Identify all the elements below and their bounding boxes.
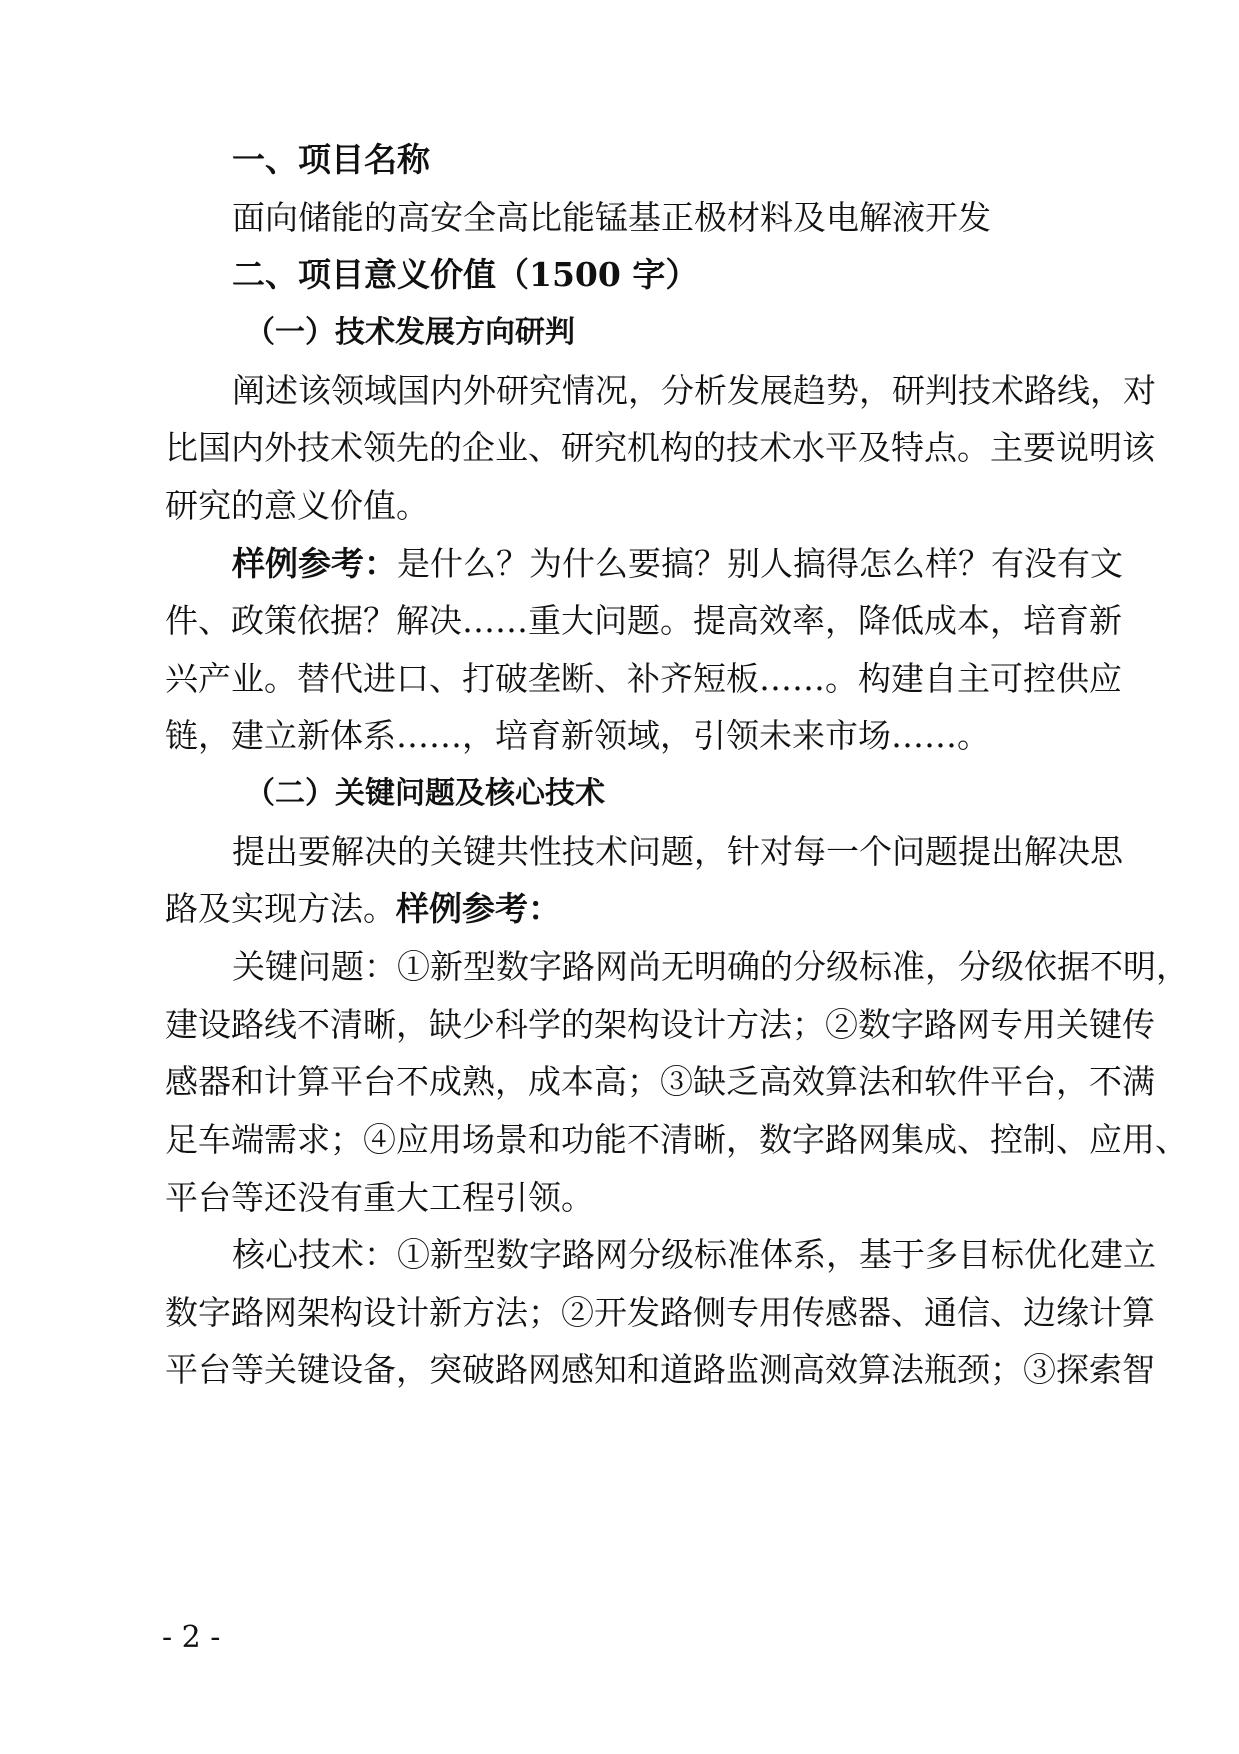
paragraph-line: 足车端需求；④应用场景和功能不清晰，数字路网集成、控制、应用、 xyxy=(165,1120,1188,1159)
paragraph-line: 平台等还没有重大工程引领。 xyxy=(165,1178,594,1217)
paragraph-line: 比国内外技术领先的企业、研究机构的技术水平及特点。主要说明该 xyxy=(165,428,1155,467)
paragraph-line: 核心技术：①新型数字路网分级标准体系，基于多目标优化建立 xyxy=(232,1235,1156,1274)
page-number: - 2 - xyxy=(162,1620,221,1655)
heading-project-significance: 二、项目意义价值（1500 字） xyxy=(232,255,699,294)
paragraph-line: 阐述该领域国内外研究情况，分析发展趋势，研判技术路线，对 xyxy=(232,371,1156,410)
sample-reference-text: 是什么？为什么要搞？别人搞得怎么样？有没有文 xyxy=(397,544,1123,583)
project-name-text: 面向储能的高安全高比能锰基正极材料及电解液开发 xyxy=(232,198,991,237)
sample-reference-label: 样例参考： xyxy=(232,544,397,583)
paragraph-line: 链，建立新体系……，培育新领域，引领未来市场……。 xyxy=(165,716,990,755)
subheading-tech-direction: （一）技术发展方向研判 xyxy=(245,315,575,350)
sample-reference-line xyxy=(232,544,1123,584)
paragraph-line: 提出要解决的关键共性技术问题，针对每一个问题提出解决思 xyxy=(232,832,1123,871)
paragraph-line: 数字路网架构设计新方法；②开发路侧专用传感器、通信、边缘计算 xyxy=(165,1293,1155,1332)
sample-reference-label: 样例参考： xyxy=(396,889,561,928)
paragraph-text: 路及实现方法。 xyxy=(165,889,396,928)
paragraph-line: 件、政策依据？解决……重大问题。提高效率，降低成本，培育新 xyxy=(165,601,1122,640)
subheading-key-issues: （二）关键问题及核心技术 xyxy=(245,776,605,811)
paragraph-line: 感器和计算平台不成熟，成本高；③缺乏高效算法和软件平台，不满 xyxy=(165,1062,1155,1101)
paragraph-line: 关键问题：①新型数字路网尚无明确的分级标准，分级依据不明， xyxy=(232,947,1189,986)
heading-project-name: 一、项目名称 xyxy=(232,140,430,179)
paragraph-line: 平台等关键设备，突破路网感知和道路监测高效算法瓶颈；③探索智 xyxy=(165,1350,1155,1389)
paragraph-line: 建设路线不清晰，缺少科学的架构设计方法；②数字路网专用关键传 xyxy=(165,1005,1155,1044)
paragraph-line: 兴产业。替代进口、打破垄断、补齐短板……。构建自主可控供应 xyxy=(165,659,1122,698)
paragraph-line: 研究的意义价值。 xyxy=(165,486,429,525)
paragraph-line xyxy=(165,889,1110,929)
